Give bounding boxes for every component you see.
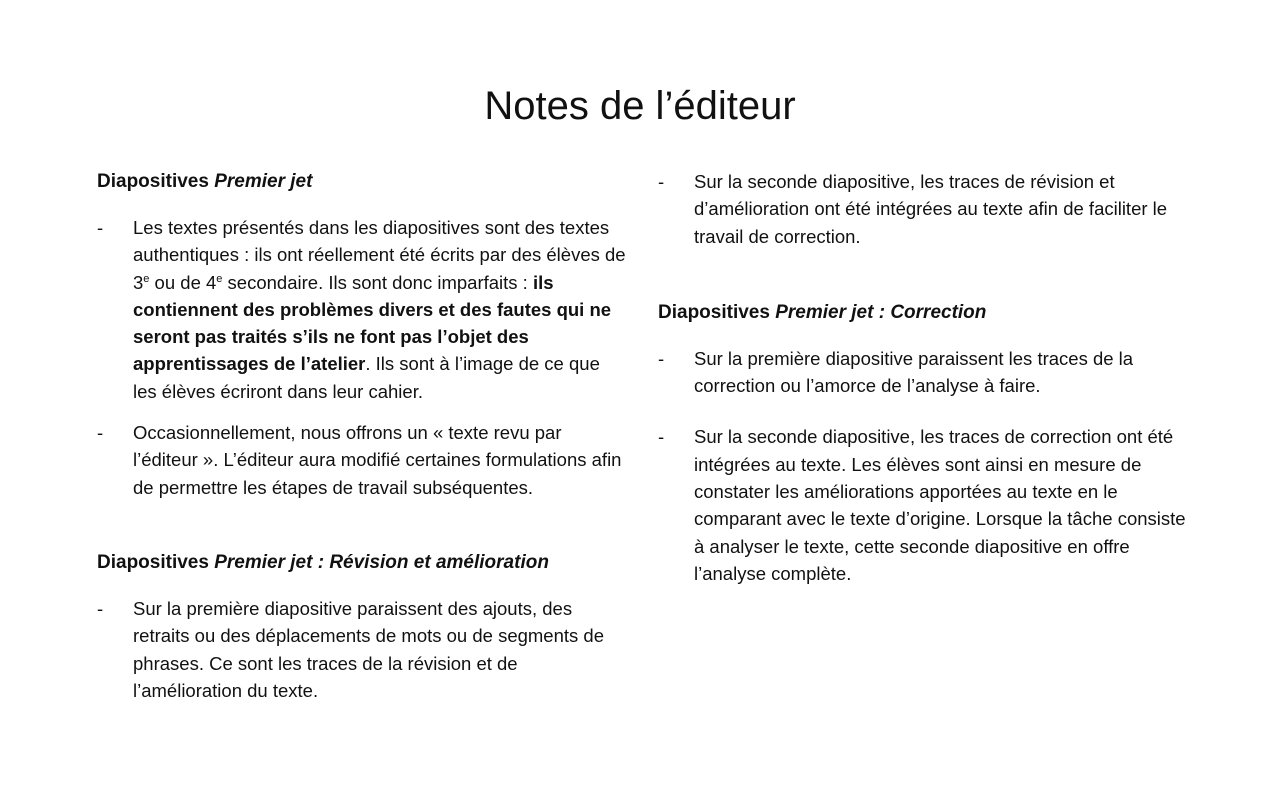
section-heading-plain: Diapositives [97, 551, 215, 573]
bullet-text-part: secondaire. Ils sont donc imparfaits : [222, 271, 533, 293]
bullet-edited-text [97, 419, 627, 501]
section-heading-italic: Premier jet [214, 171, 313, 192]
section-heading-italic: Premier jet : Correction [775, 301, 987, 323]
bullet-dash: - [658, 347, 665, 369]
page-title: Notes de l’éditeur [484, 84, 796, 128]
bullet-dash: - [658, 171, 665, 192]
right-column [658, 168, 1193, 587]
ordinal-suffix: e [143, 272, 150, 285]
bullet-text-bold: ils contiennent des problèmes divers et des fautes qui ne seront pas traités s’ils ne font pas l’objet des apprentissages de l’atelier [133, 271, 612, 375]
left-column [97, 168, 627, 704]
bullet-text-part: Les textes présentés dans les diapositives sont des textes authentiques : ils ont réellement été écrits par des élèves de 3 [133, 217, 626, 293]
ordinal-suffix: e [216, 272, 223, 285]
bullet-text: Occasionnellement, nous offrons un « texte revu par l’éditeur ». L’éditeur aura modifié certaines formulations afin de permettre les étapes de travail subséquentes. [133, 422, 622, 498]
section-heading-plain: Diapositives [97, 171, 215, 192]
bullet-text: Sur la seconde diapositive, les traces de correction ont été intégrées au texte. Les élèves sont ainsi en mesure de constater les améliorations apportées au texte en le comparant avec le texte d’origine. Lorsque la tâche consiste à analyser le texte, cette seconde diapositive en offre l’analyse complète. [694, 426, 1186, 584]
bullet-dash: - [97, 597, 104, 619]
bullet-correction-second-slide [658, 423, 1193, 587]
bullet-revision-first-slide [97, 595, 627, 704]
bullet-text: Sur la seconde diapositive, les traces de révision et d’amélioration ont été intégrées au texte afin de faciliter le travail de correction. [694, 171, 1168, 247]
bullet-authentic-texts [97, 214, 627, 405]
bullet-correction-first-slide [658, 345, 1193, 400]
bullet-text: Sur la première diapositive paraissent les traces de la correction ou l’amorce de l’analyse à faire. [694, 347, 1134, 397]
bullet-dash: - [97, 422, 104, 444]
section-heading-plain: Diapositives [658, 301, 776, 323]
section-heading-correction [658, 299, 1193, 326]
section-heading-italic: Premier jet : Révision et amélioration [214, 551, 549, 573]
section-heading-revision [97, 549, 627, 576]
bullet-dash: - [658, 426, 665, 448]
bullet-text: Sur la première diapositive paraissent des ajouts, des retraits ou des déplacements de mots ou de segments de phrases. Ce sont les traces de la révision et de l’amélioration du texte. [133, 597, 604, 701]
bullet-text-part: ou de 4 [149, 271, 217, 293]
bullet-dash: - [97, 217, 104, 238]
bullet-text [133, 214, 627, 405]
section-heading-premier-jet [97, 168, 627, 195]
bullet-text-part: . Ils sont à l’image de ce que les élèves écriront dans leur cahier. [133, 353, 600, 402]
bullet-revision-second-slide [658, 168, 1193, 250]
